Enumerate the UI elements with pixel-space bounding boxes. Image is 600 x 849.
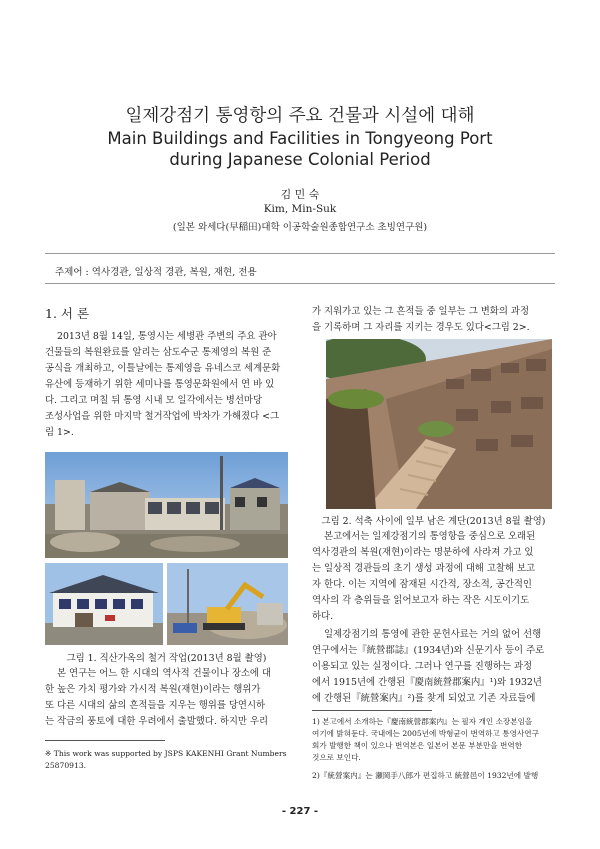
figure-1-caption: 그림 1. 직산가옥의 철거 작업(2013년 8월 촬영) — [66, 653, 267, 664]
text-line: 는 일상적 경관들의 초기 생성 과정에 대해 고찰해 보고 — [312, 563, 536, 574]
footnote-rule-left — [45, 740, 165, 741]
figure-2-caption: 그림 2. 석축 사이에 일부 남은 계단(2013년 8월 촬영) — [321, 516, 546, 527]
right-paragraph-4 — [312, 627, 555, 707]
text-line: 본 연구는 어느 한 시대의 역사적 건물이나 장소에 대 — [57, 668, 272, 679]
text-line: 또 다른 시대의 삶의 흔적들을 지우는 행위를 당연시하 — [45, 700, 266, 711]
paper-title-english — [0, 128, 600, 170]
title-en-line-1: Main Buildings and Facilities in Tongyeong Port — [107, 129, 493, 148]
text-line: 림 1>. — [45, 427, 74, 438]
text-line: 을 기록하며 그 자리를 지키는 경우도 있다<그림 2>. — [312, 322, 530, 333]
figure-1-photo-excavator — [167, 563, 288, 645]
text-line: 이용되고 있는 실정이다. 그러나 연구를 진행하는 과정 — [312, 661, 533, 672]
paper-title-korean: 일제강점기 통영항의 주요 건물과 시설에 대해 — [125, 106, 475, 126]
keywords-top-rule — [45, 253, 555, 254]
author-english: Kim, Min-Suk — [263, 203, 337, 215]
intro-paragraph-1 — [45, 329, 288, 441]
intro-paragraph-2 — [45, 666, 288, 730]
title-en-line-2: during Japanese Colonial Period — [169, 150, 431, 169]
text-line: 역사의 각 층위들을 읽어보고자 하는 작은 시도이기도 — [312, 595, 530, 606]
text-line: 가 지워가고 있는 그 흔적들 중 일부는 그 변화의 과정 — [312, 306, 530, 317]
text-line: 본고에서는 일제강점기의 통영항을 중심으로 오래된 — [324, 531, 536, 542]
footnote-rule-right — [312, 710, 432, 711]
footnote-line: 것으로 보인다. — [312, 753, 361, 762]
footnotes-right — [312, 716, 555, 782]
author-affiliation: (일본 와세다(早稲田)대학 이공학술원종합연구소 초빙연구원) — [172, 222, 428, 233]
text-line: 자 한다. 이는 지역에 잠재된 시간적, 장소적, 공간적인 — [312, 579, 532, 590]
figure-2-photo-stone-stairs — [326, 339, 552, 509]
footnote-line: 회가 발행한 책이 있으나 번역본은 일본어 본문 부분만을 번역한 — [312, 741, 523, 750]
text-line: 에 간행된『統營案内』²)를 찾게 되었고 기존 자료들에 — [312, 693, 536, 704]
author-korean: 김 민 숙 — [280, 188, 320, 201]
text-line: 2013년 8월 14일, 통영시는 세병관 주변의 주요 관아 — [57, 331, 277, 342]
keywords-bottom-rule — [45, 283, 555, 284]
text-line: 하다. — [312, 611, 334, 622]
footnote-line: 2)『統營案内』는 瀬岡手八郎가 편집하고 統營邑이 1932년에 발행 — [312, 771, 539, 780]
right-paragraph-3 — [312, 529, 555, 625]
text-line: 는 작금의 풍토에 대한 우려에서 출발했다. 하지만 우리 — [45, 716, 269, 727]
figure-1-photo-building — [45, 452, 288, 558]
text-line: 조성사업을 위한 마지막 철거작업에 박차가 가해졌다 <그 — [45, 411, 280, 422]
text-line: 건물들의 복원완료를 알리는 삼도수군 통제영의 복원 준 — [45, 347, 272, 358]
text-line: 연구에서는『統營郡誌』(1934년)와 신문기사 등이 주로 — [312, 645, 545, 656]
keywords: 주제어 : 역사경관, 일상적 경관, 복원, 재현, 전용 — [55, 267, 257, 278]
section-heading-introduction: 1. 서 론 — [45, 306, 90, 321]
footnote-line: 여기에 밝혀둔다. 국내에는 2005년에 박형균이 번역하고 통영사연구 — [312, 729, 539, 738]
footnote-line: 25870913. — [45, 761, 87, 770]
text-line: 에서 1915년에 간행된『慶南統營郡案内』¹)와 1932년 — [312, 677, 542, 688]
funding-footnote — [45, 748, 288, 772]
text-line: 일제강점기의 통영에 관한 문헌사료는 거의 없어 선행 — [324, 629, 542, 640]
text-line: 다. 그리고 며칠 뒤 통영 시내 모 일각에서는 병선마당 — [45, 395, 263, 406]
text-line: 공식을 개최하고, 이틀날에는 통제영을 유네스코 세계문화 — [45, 363, 281, 374]
footnote-line: 1) 본고에서 소개하는『慶南統營郡案内』는 필자 개인 소장본임을 — [312, 717, 533, 726]
footnote-line: ※ This work was supported by JSPS KAKENHI Grant Numbers — [45, 749, 287, 758]
figure-1-photo-house — [45, 563, 163, 645]
text-line: 역사경관의 복원(재현)이라는 명분하에 사라져 가고 있 — [312, 547, 534, 558]
right-paragraph-continued — [312, 304, 555, 336]
page-number: - 227 - — [281, 806, 319, 817]
text-line: 한 높은 가치 평가와 가시적 복원(재현)이라는 행위가 — [45, 684, 261, 695]
text-line: 유산에 등재하기 위한 세미나를 통영문화원에서 연 바 있 — [45, 379, 275, 390]
